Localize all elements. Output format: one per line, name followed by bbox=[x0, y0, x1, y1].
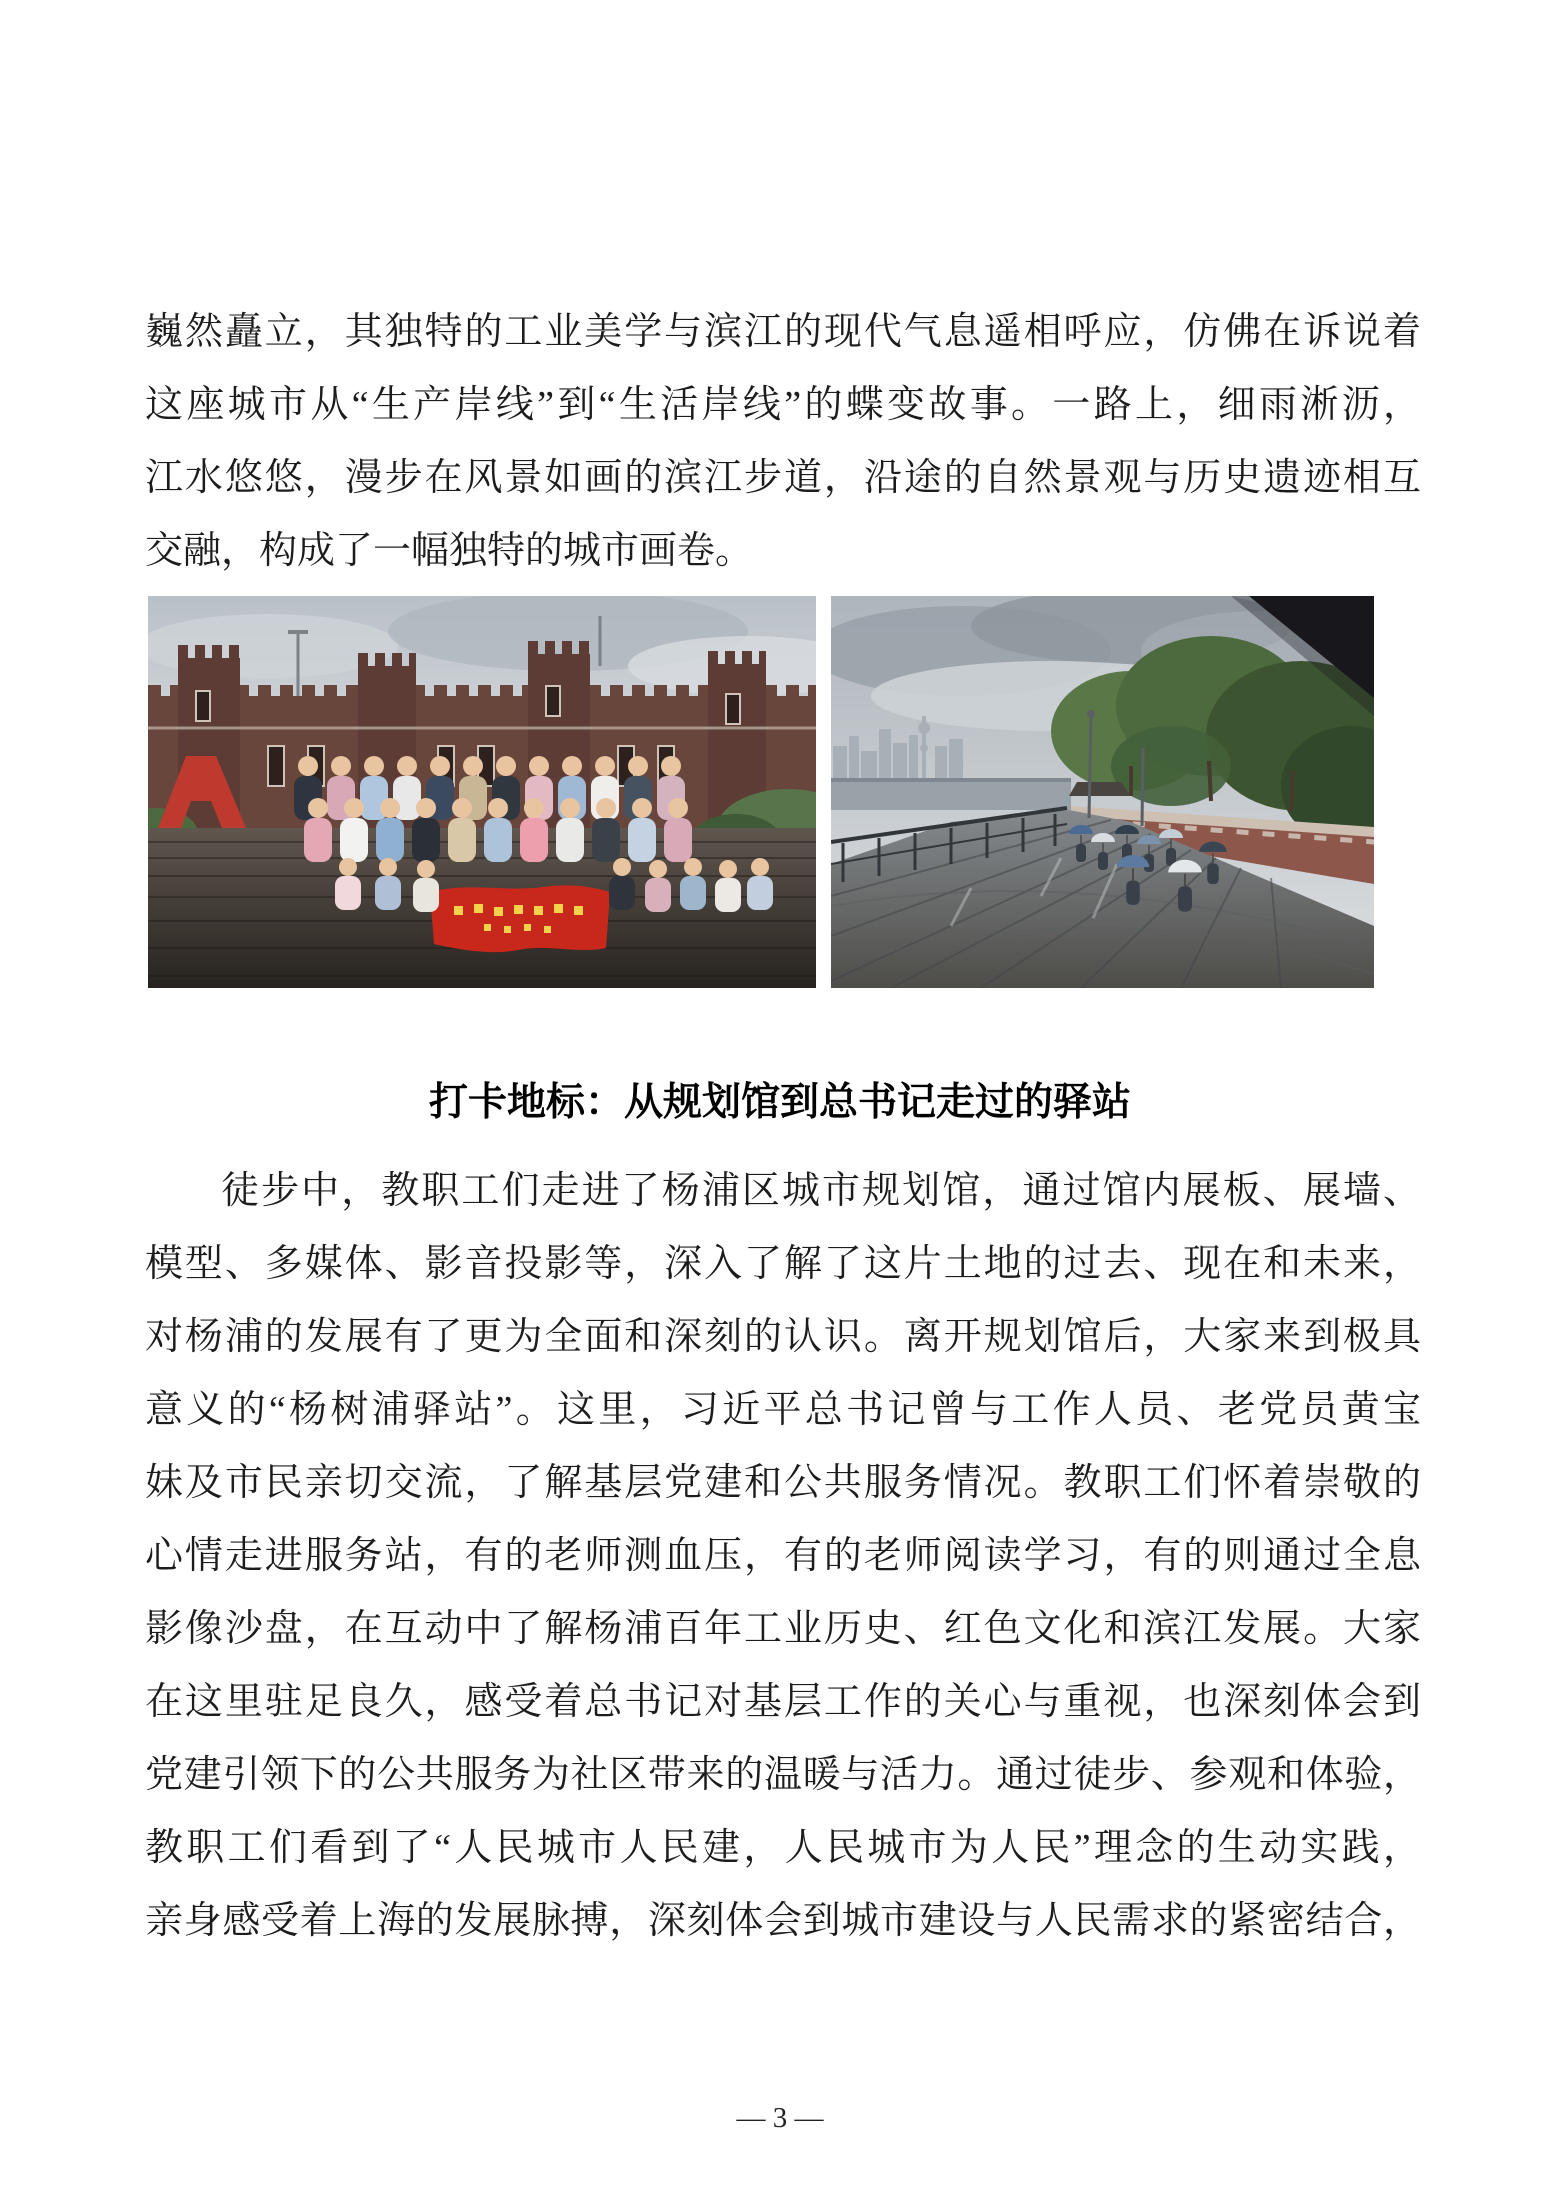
text-line: 心情走进服务站，有的老师测血压，有的老师阅读学习，有的则通过全息 bbox=[145, 1535, 1421, 1577]
text-line: 意义的“杨树浦驿站”。这里，习近平总书记曾与工作人员、老党员黄宝 bbox=[145, 1389, 1421, 1431]
text-line: 对杨浦的发展有了更为全面和深刻的认识。离开规划馆后，大家来到极具 bbox=[145, 1316, 1421, 1358]
text-line: 交融，构成了一幅独特的城市画卷。 bbox=[145, 530, 754, 572]
text-line: 在这里驻足良久，感受着总书记对基层工作的关心与重视，也深刻体会到 bbox=[145, 1681, 1421, 1723]
section-heading: 打卡地标：从规划馆到总书记走过的驿站 bbox=[428, 1081, 1131, 1124]
text-line: 教职工们看到了“人民城市人民建，人民城市为人民”理念的生动实践， bbox=[145, 1827, 1421, 1869]
text-line: 江水悠悠，漫步在风景如画的滨江步道，沿途的自然景观与历史遗迹相互 bbox=[145, 457, 1421, 499]
text-line: 亲身感受着上海的发展脉搏，深刻体会到城市建设与人民需求的紧密结合， bbox=[145, 1900, 1421, 1942]
text-line: 模型、多媒体、影音投影等，深入了解了这片土地的过去、现在和未来， bbox=[145, 1243, 1421, 1285]
text-line: 这座城市从“生产岸线”到“生活岸线”的蝶变故事。一路上，细雨淅沥， bbox=[145, 384, 1421, 426]
text-line: 影像沙盘，在互动中了解杨浦百年工业历史、红色文化和滨江发展。大家 bbox=[145, 1608, 1421, 1650]
photo-group-at-riverside bbox=[148, 596, 816, 988]
people-middle-row bbox=[304, 798, 692, 862]
text-line: 党建引领下的公共服务为社区带来的温暖与活力。通过徒步、参观和体验， bbox=[145, 1754, 1421, 1796]
paragraph-body bbox=[145, 1155, 1421, 1958]
group-photo-image bbox=[148, 596, 816, 988]
photo-row bbox=[148, 596, 1374, 988]
boardwalk-photo-image bbox=[831, 596, 1374, 988]
red-banner bbox=[430, 885, 610, 952]
paragraph-continuation bbox=[145, 296, 1421, 588]
text-line: 妹及市民亲切交流，了解基层党建和公共服务情况。教职工们怀着崇敬的 bbox=[145, 1462, 1421, 1504]
photo-rainy-boardwalk bbox=[831, 596, 1374, 988]
text-line: 巍然矗立，其独特的工业美学与滨江的现代气息遥相呼应，仿佛在诉说着 bbox=[145, 311, 1421, 353]
text-line: 徒步中，教职工们走进了杨浦区城市规划馆，通过馆内展板、展墙、 bbox=[221, 1170, 1421, 1212]
page-number: — 3 — bbox=[736, 2102, 824, 2134]
